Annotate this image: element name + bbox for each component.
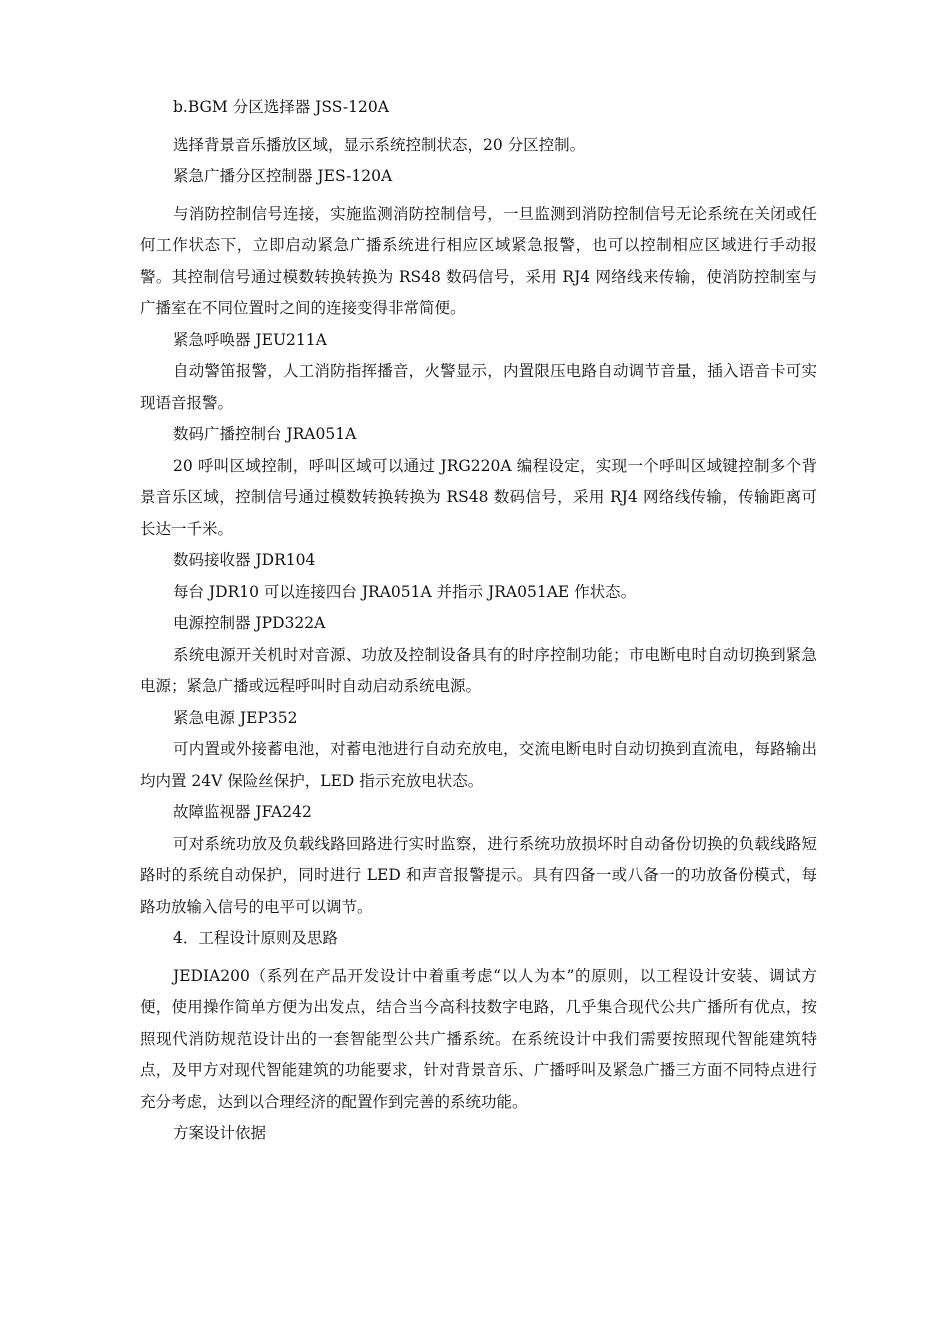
paragraph-emergency-zone-controller: 与消防控制信号连接，实施监测消防控制信号，一旦监测到消防控制信号无论系统在关闭或任何工作状态下，立即启动紧急广播系统进行相应区域紧急报警，也可以控制相应区域进行手动报警。其控制信号通过模数转换转换为 RS48 数码信号，采用 RJ4 网络线来传输，使消防控制室与广播室在不同位置时之间的连接变得非常简便。 [140,204,817,317]
heading-emergency-power: 紧急电源 JEP352 [173,708,298,727]
heading-digital-receiver: 数码接收器 JDR104 [173,551,316,569]
paragraph-emergency-power: 可内置或外接蓄电池，对蓄电池进行自动充放电，交流电断电时自动切换到直流电，每路输出均内置 24V 保险丝保护，LED 指示充放电状态。 [140,740,817,790]
heading-emergency-zone-controller: 紧急广播分区控制器 JES-120A [173,167,393,185]
heading-bgm-zone-selector: b.BGM 分区选择器 JSS-120A [173,98,389,116]
document-page [140,92,817,1150]
paragraph-bgm-zone-selector: 选择背景音乐播放区域，显示系统控制状态，20 分区控制。 [173,135,586,154]
paragraph-fault-monitor: 可对系统功放及负载线路回路进行实时监察，进行系统功放损坏时自动备份切换的负载线路短路时的系统自动保护，同时进行 LED 和声音报警提示。具有四备一或八备一的功放备份模式，每路功放输入信号的电平可以调节。 [140,834,817,916]
heading-power-controller: 电源控制器 JPD322A [173,614,326,632]
paragraph-emergency-caller: 自动警笛报警，人工消防指挥播音，火警显示，内置限压电路自动调节音量，插入语音卡可实现语音报警。 [140,362,817,412]
heading-fault-monitor: 故障监视器 JFA242 [173,803,312,821]
paragraph-power-controller: 系统电源开关机时对音源、功放及控制设备具有的时序控制功能；市电断电时自动切换到紧急电源；紧急广播或远程呼叫时自动启动系统电源。 [140,645,817,695]
heading-digital-console: 数码广播控制台 JRA051A [173,425,357,443]
paragraph-design-principles: JEDIA200（系列在产品开发设计中着重考虑“以人为本”的原则，以工程设计安装、调试方便，使用操作简单方便为出发点，结合当今高科技数字电路，几乎集合现代公共广播所有优点，按照现代消防规范设计出的一套智能型公共广播系统。在系统设计中我们需要按照现代智能建筑特点，及甲方对现代智能建筑的功能要求，针对背景音乐、广播呼叫及紧急广播三方面不同特点进行充分考虑，达到以合理经济的配置作到完善的系统功能。 [140,966,817,1111]
paragraph-digital-receiver: 每台 JDR10 可以连接四台 JRA051A 并指示 JRA051AE 作状态。 [173,582,637,601]
section-heading-design-principles: 4．工程设计原则及思路 [173,929,338,947]
paragraph-digital-console: 20 呼叫区域控制，呼叫区域可以通过 JRG220A 编程设定，实现一个呼叫区域键控制多个背景音乐区域，控制信号通过模数转换转换为 RS48 数码信号，采用 RJ4 网络线传输，传输距离可长达一千米。 [140,456,817,538]
heading-design-basis: 方案设计依据 [173,1124,267,1142]
heading-emergency-caller: 紧急呼唤器 JEU211A [173,330,327,349]
